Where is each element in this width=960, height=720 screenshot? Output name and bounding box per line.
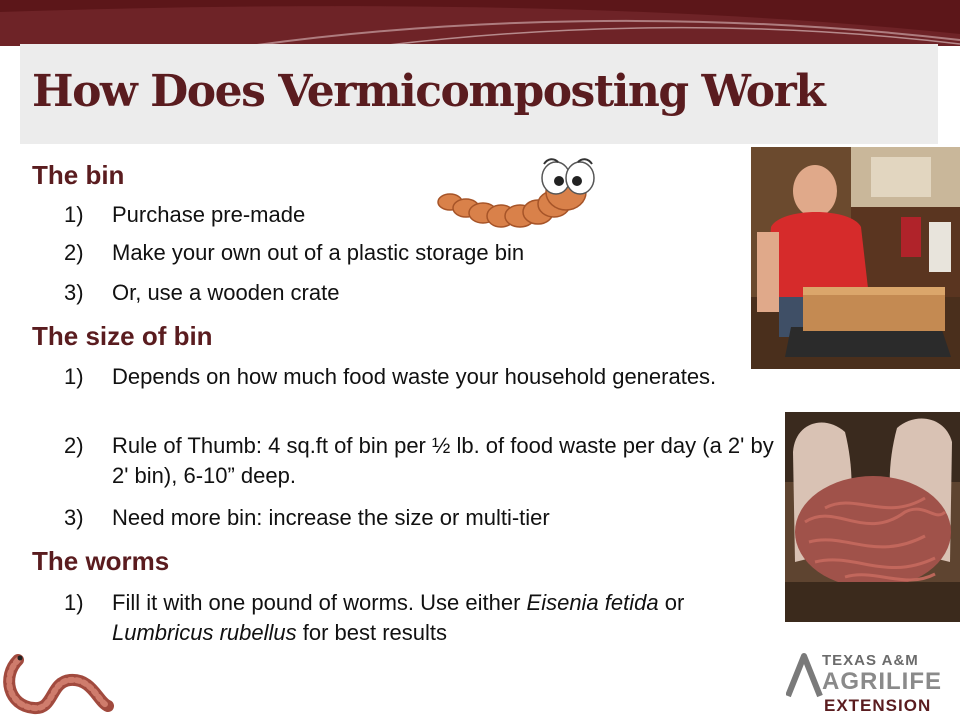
item-number: 1) <box>64 202 84 227</box>
list-item <box>64 588 776 648</box>
list-item <box>64 238 784 268</box>
item-text: Rule of Thumb: 4 sq.ft of bin per ½ lb. of food waste per day (a 2' by 2' bin), 6-10” deep. <box>112 433 774 488</box>
section-heading-bin: The bin <box>32 160 125 190</box>
list-item <box>64 200 784 230</box>
list-item <box>64 431 776 491</box>
title-box <box>20 44 938 144</box>
item-text: Purchase pre-made <box>112 202 306 227</box>
item-text <box>112 588 776 648</box>
species-name: Lumbricus rubellus <box>112 620 297 645</box>
logo-line-3: EXTENSION <box>824 696 932 715</box>
item-text: Need more bin: increase the size or multi-tier <box>112 505 550 530</box>
agrilife-logo <box>786 650 946 716</box>
item-number: 2) <box>64 240 84 265</box>
list-item <box>64 503 784 533</box>
list-item <box>64 278 784 308</box>
species-name: Eisenia fetida <box>526 590 659 615</box>
item-text: Make your own out of a plastic storage bin <box>112 240 525 265</box>
item-text-part: for best results <box>296 620 448 645</box>
item-number: 1) <box>64 590 84 615</box>
item-number: 2) <box>64 433 84 458</box>
top-banner <box>0 0 960 46</box>
item-text: Or, use a wooden crate <box>112 280 340 305</box>
section-heading-worms: The worms <box>32 546 170 576</box>
item-number: 3) <box>64 505 84 530</box>
item-text-part: or <box>658 590 685 615</box>
logo-line-2: AGRILIFE <box>822 668 942 695</box>
item-number: 1) <box>64 364 84 389</box>
list-item <box>64 362 724 392</box>
item-text-part: Fill it with one pound of worms. Use either <box>112 590 527 615</box>
item-text: Depends on how much food waste your household generates. <box>112 364 717 389</box>
slide-title: How Does Vermicomposting Work <box>32 66 825 117</box>
logo-line-1: TEXAS A&M <box>822 652 919 669</box>
hands-with-worms-photo <box>785 412 960 622</box>
corner-worm-icon <box>0 636 120 720</box>
item-number: 3) <box>64 280 84 305</box>
section-heading-size-of-bin: The size of bin <box>32 321 213 351</box>
